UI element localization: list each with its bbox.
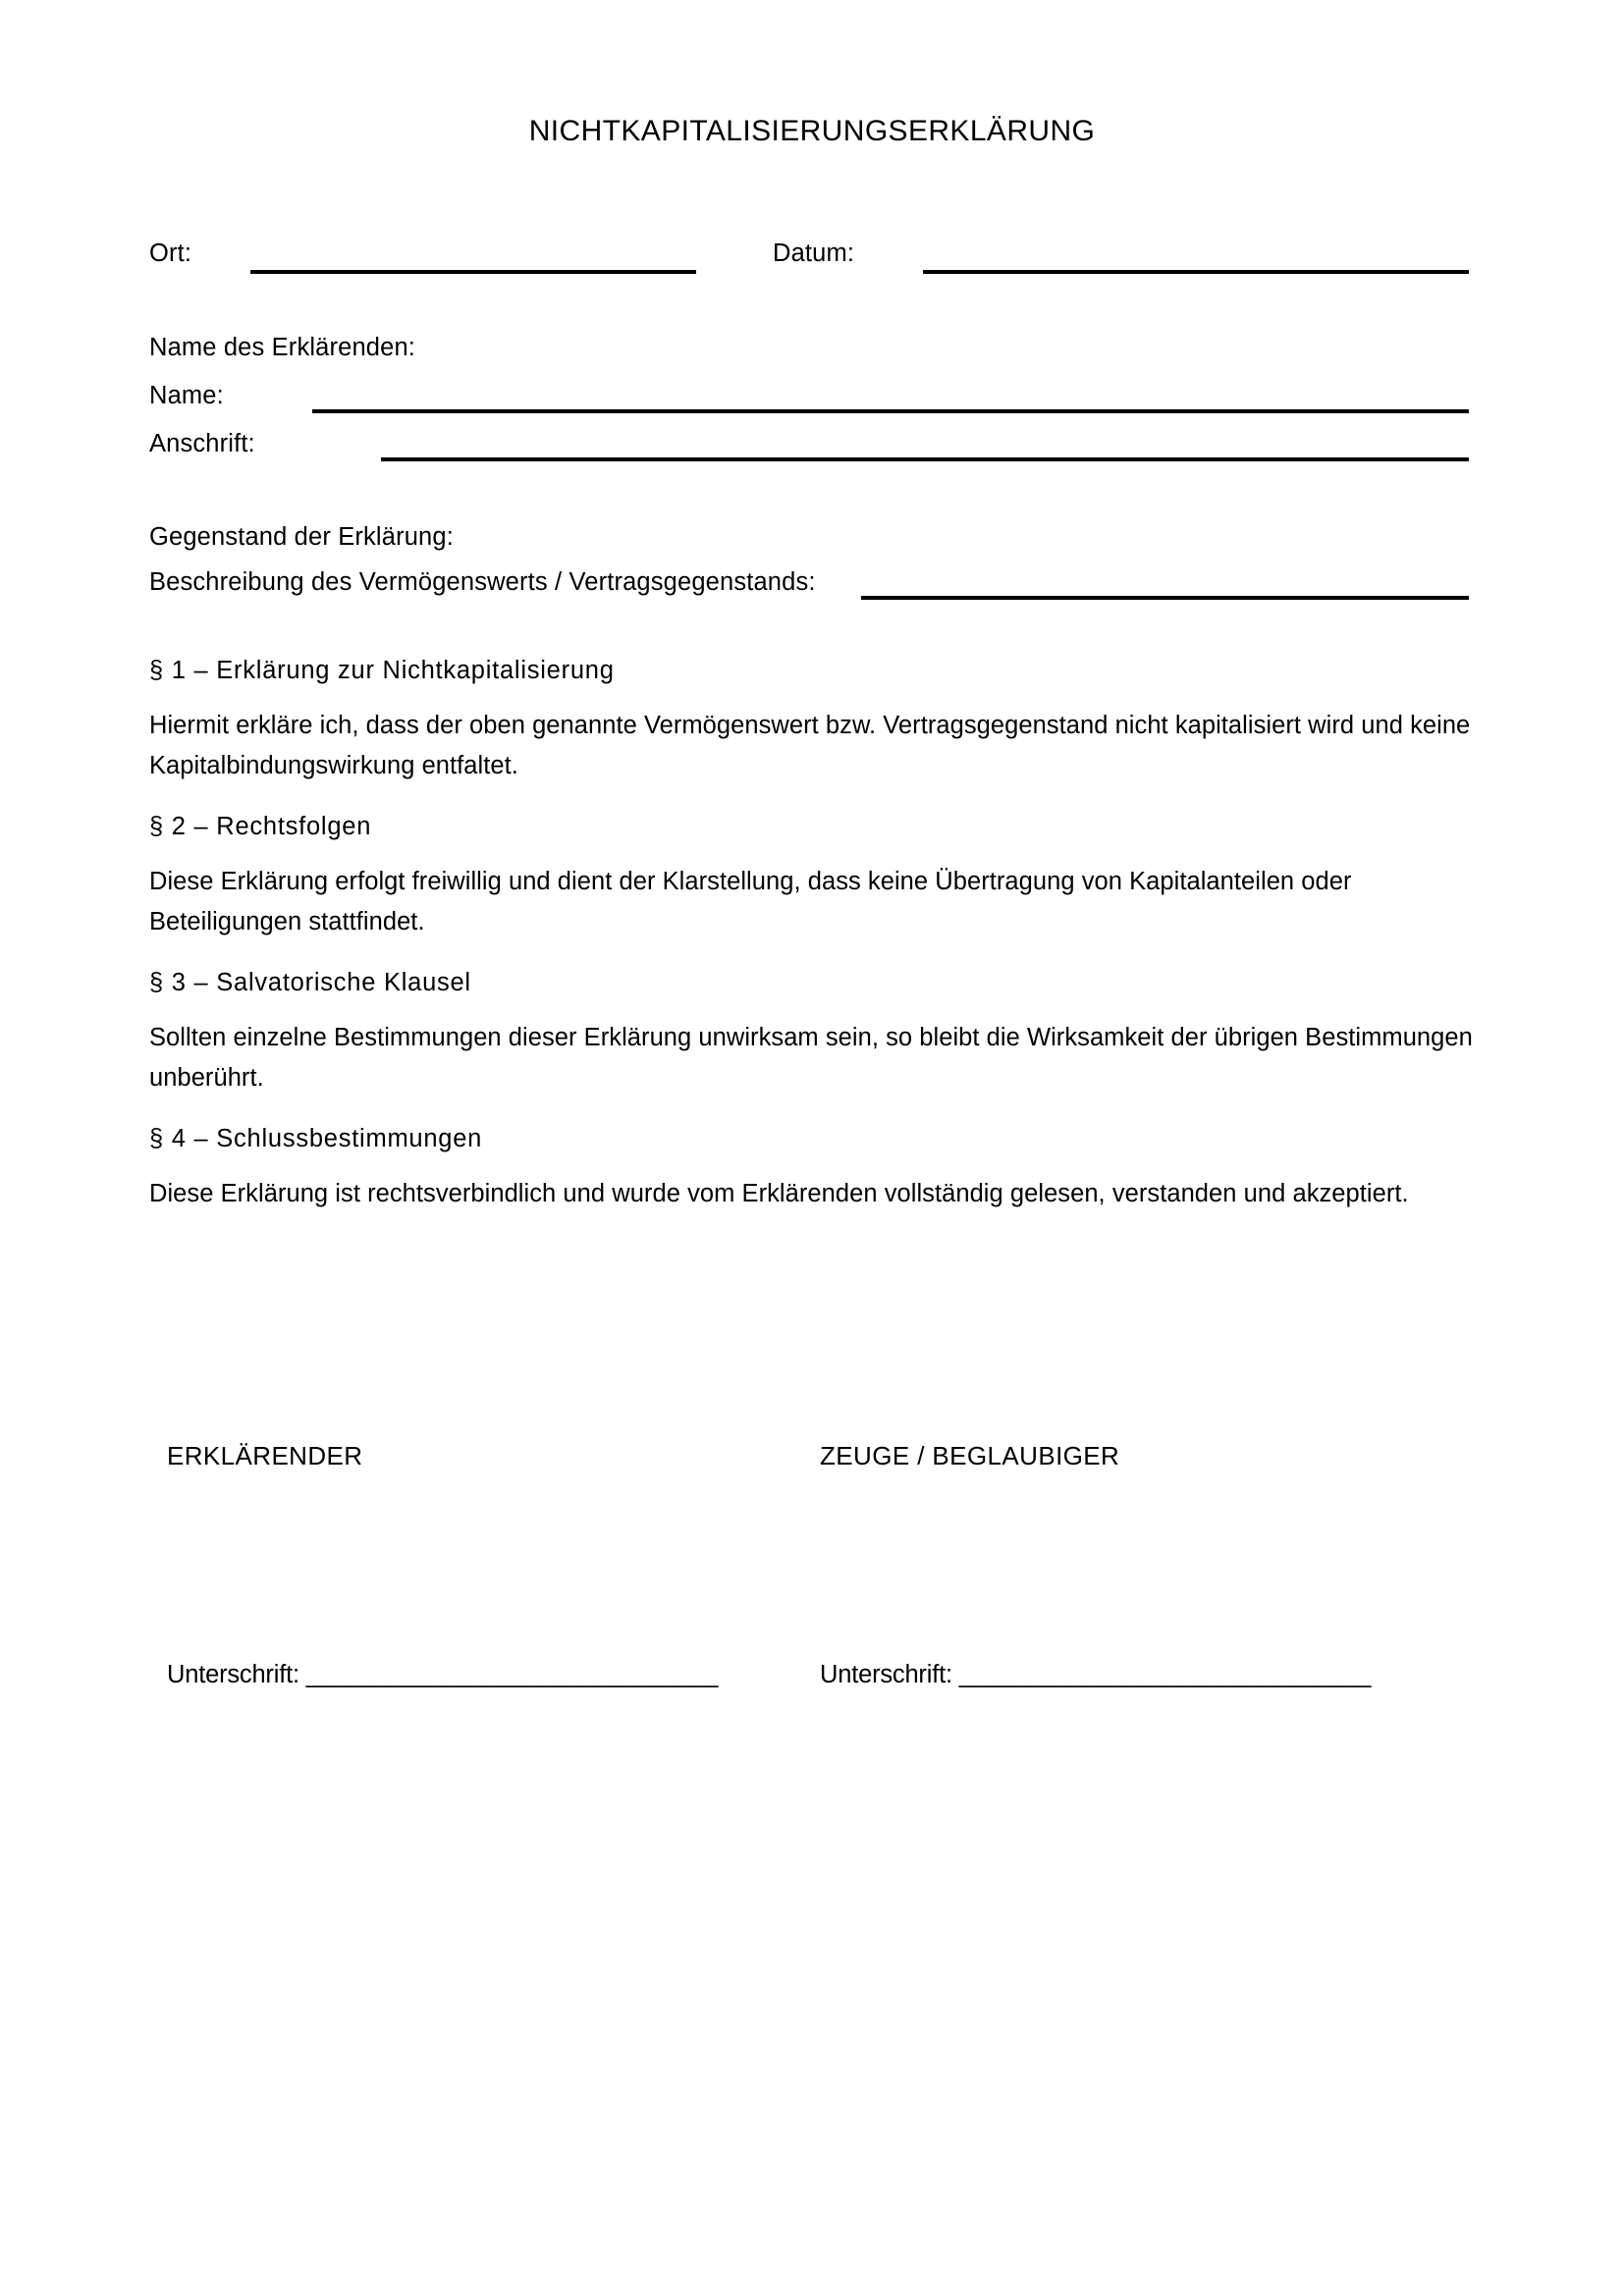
place-input-rule[interactable] <box>250 270 696 274</box>
section-heading-2: § 2 – Rechtsfolgen <box>149 813 372 840</box>
signature-heading-witness: ZEUGE / BEGLAUBIGER <box>820 1441 1120 1470</box>
section-heading-3: § 3 – Salvatorische Klausel <box>149 969 471 996</box>
name-input-rule[interactable] <box>312 409 1469 413</box>
page-title: NICHTKAPITALISIERUNGSERKLÄRUNG <box>528 115 1096 147</box>
subject-heading: Gegenstand der Erklärung: <box>149 523 454 551</box>
address-input-rule[interactable] <box>381 457 1469 461</box>
section-body-3: Sollten einzelne Bestimmungen dieser Erklärung unwirksam sein, so bleibt die Wirksamkeit der übrigen Bestimmungen unberührt. <box>149 1024 1473 1092</box>
date-label: Datum: <box>773 240 855 267</box>
place-label: Ort: <box>149 240 192 267</box>
section-heading-4: § 4 – Schlussbestimmungen <box>149 1125 483 1152</box>
signature-field-declarant[interactable]: Unterschrift: ______________________________ <box>167 1661 719 1688</box>
name-label: Name: <box>149 382 224 409</box>
section-body-1: Hiermit erkläre ich, dass der oben genannte Vermögenswert bzw. Vertragsgegenstand nicht kapitalisiert wird und keine Kapitalbindungswirkung entfaltet. <box>149 712 1471 779</box>
description-label: Beschreibung des Vermögenswerts / Vertragsgegenstands: <box>149 568 816 596</box>
date-input-rule[interactable] <box>923 270 1469 274</box>
section-heading-1: § 1 – Erklärung zur Nichtkapitalisierung <box>149 657 615 684</box>
signature-field-witness[interactable]: Unterschrift: ______________________________ <box>820 1661 1372 1688</box>
declarant-heading: Name des Erklärenden: <box>149 334 416 361</box>
description-input-rule[interactable] <box>861 596 1469 600</box>
address-label: Anschrift: <box>149 430 255 457</box>
signature-heading-declarant: ERKLÄRENDER <box>167 1441 363 1470</box>
section-body-2: Diese Erklärung erfolgt freiwillig und dient der Klarstellung, dass keine Übertragung von Kapitalanteilen oder Beteiligungen stattfindet. <box>149 868 1352 935</box>
section-body-4: Diese Erklärung ist rechtsverbindlich und wurde vom Erklärenden vollständig gelesen, verstanden und akzeptiert. <box>149 1180 1409 1207</box>
